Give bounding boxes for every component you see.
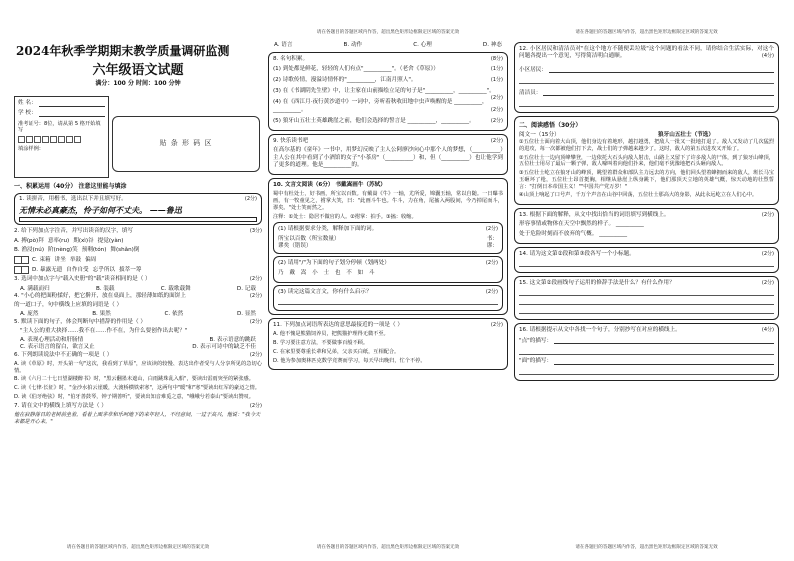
q15-answer[interactable] — [519, 289, 774, 296]
q14-box: 14. 请为这文第②段和第③段各写一个小标题。 (2分) — [514, 247, 779, 273]
q5-options[interactable]: A. 表现心理活动和肝肠情 B. 表示语意的跳跃 — [20, 337, 256, 344]
q16-surface-answer-2[interactable] — [519, 368, 774, 375]
school-field[interactable] — [39, 111, 105, 117]
q13-item[interactable]: 处于危险时刻而不放弃的气概。 __________ — [519, 230, 628, 237]
q1-writing-box[interactable] — [19, 217, 257, 222]
q10-box — [268, 178, 508, 315]
column-left — [14, 44, 262, 543]
q11-box: 11. 下列加点词语所表达的意思最接近的一项是（ ） (2分) A. 他不愧是熊猫饲养员，把熊猫护理得无微不至。 B. 学习要注意方法，不要做事百般不顾。 C. 在家里要尊重长辈和兄弟，父亲买白纸，互相配合。 D. 他为参加奥林匹克数学竞赛而学习，每天早出晚归，忙个不停。 — [268, 318, 508, 370]
q6-option-c[interactable]: C. 读《七律·长征》时，"金沙水拍云崖暖，大渡桥横铁索寒"，这两句中"暖"和"寒"要读出红军的豪迈之情。 — [14, 385, 260, 392]
footer-note: 请在各题目的答题区域内作答，超出黑色矩形边框限定区域的答案无效 — [575, 545, 718, 551]
q16-box: 16. 请根据提示从文中各找一个句子，分别抄写在对应的横线上。 (4分) "点"的描写： "面"的描写： — [514, 323, 779, 381]
q13-text: 13. 根据下面的解释，从文中找出恰当的词语填写到横线上。 — [519, 212, 670, 219]
q12-box: 12. 小区居民和清洁员对"在这个地方不随便丢垃圾"这个问题的看法不同，请你结合生活实际，对这个问题各提出一个意见，写得简洁明白通顺。 (4分) 小区居民： 清洁员： — [514, 42, 779, 113]
q2-row[interactable]: D. 暴露无遗 自作自受 忘乎所以 拔萃一筹 — [14, 266, 262, 274]
q7-options[interactable]: A. 语言 B. 动作 C. 心理 D. 神态 — [274, 42, 502, 48]
q1-text: 1. 读拼音，用楷书，选出以下并且填写好。 — [19, 195, 127, 202]
q9-text: 9. 快乐读书吧 — [273, 138, 309, 145]
q15-box: 15. 这文第②段画线句子运用的修辞手法是什么？有什么作用？ (2分) — [514, 276, 779, 320]
fill-example: 填涂样例： — [18, 146, 44, 153]
q6-text: 6. 下列朗读说法中不正确的一项是（ ） — [14, 351, 113, 358]
examno-label: 准考证号：8位，请从第 5 格开始填写 — [18, 120, 101, 134]
q5-text: 5. 默读下面的句子，体会判断句中措辞的作用是（ ） — [14, 318, 146, 325]
column-middle — [268, 42, 508, 543]
q10-title: 10. 文言文阅读（6分） 书戴嵩画牛（苏轼） — [273, 182, 386, 189]
q14-answer[interactable] — [519, 260, 774, 267]
name-field[interactable] — [39, 101, 105, 107]
q1-score: (2分) — [244, 195, 257, 202]
q8-item[interactable]: (4) 在《西江月·夜行黄沙道中》一词中，旁听着秋收田地中虫声唤醒的是 __________，__________。 — [273, 99, 488, 113]
part2-box — [514, 116, 779, 205]
q16-point-answer[interactable] — [554, 338, 774, 344]
header-note: 请在各题目的答题区域内作答，超出黑色矩形边框限定区域的答案无效 — [316, 30, 460, 35]
q6-option-a[interactable]: A. 读《草原》时，开头第一句"这次，我看到了草原"，应该读的较慢、表达出作者受与人分享所见的急切心情。 — [14, 360, 262, 374]
part2-heading: 二、阅读感悟（30分） — [519, 122, 582, 130]
q8-item[interactable]: (2) 诗歌传情，漫溢诗情怀的"__________，江南月照人"。 — [273, 76, 417, 83]
q8-text: 8. 名句积累。 — [273, 56, 309, 63]
school-label: 学 校： — [18, 110, 37, 117]
exam-title-line1: 2024年秋季学期期末教学质量调研监测 — [16, 44, 230, 58]
q10-note: 注释：①处士：隐居不做官的人。②拊掌：拍手。③搐：收缩。 — [273, 213, 417, 220]
q13-item[interactable]: 形容事情或物体在天空中飘然的样子。 __________ — [519, 221, 644, 228]
exam-title-line2: 六年级语文试题 — [92, 62, 184, 78]
q3-options[interactable]: A. 满载而归 B. 装载 C. 载歌载舞 D. 记载 — [20, 285, 256, 292]
q8-box: 8. 名句积累。 (8分) (1) 到处都是鲜花，轻轻的人们有点"__________"。（老舍《草原》） (1分) (2) 诗歌传情，漫溢诗情怀的"__________，江南月照人"。 (1分) (3) 在《书湖阴先生壁》中，让主家在山前描绘立足的句子是"__________，__________"。 (2分) (4) 在《西江月·夜行黄沙道中》一词中，旁听着秋收田地中虫声唤醒的是 __________，__________。 (2分) (5) 狼牙山五壮士英雄跳崖之前，他们会选择的誓言是 __________，__________。 (2分) — [268, 52, 508, 131]
q4-line2: 的一道口子，句中横线上应填的词语是（ ） — [14, 302, 123, 309]
q8-item[interactable]: (5) 狼牙山五壮士英雄跳崖之前，他们会选择的誓言是 __________，__________。 — [273, 117, 475, 124]
text1-para: ①五位壮士面向着大山顶，他们身边有着地形，越打越勇，把敌人一批又一批地打退了。敌人又发动了几次猛烈的进攻，每一次都被他们打下去，战士们的子弹越来越少了。这时，敌人的第五次进攻又开始了。 — [519, 139, 774, 152]
q11-option-a[interactable]: A. 他不愧是熊猫饲养员，把熊猫护理得无微不至。 — [273, 331, 389, 338]
examno-grid[interactable] — [18, 136, 105, 143]
q12-cleaner-answer-2[interactable] — [519, 100, 774, 107]
text1-label: 阅文一（15分） — [519, 131, 560, 138]
q6-option-b[interactable]: B. 读《六月二十七日望湖楼醉书》时，"黑云翻墨未遮山，白雨跳珠乱入船"，要读出雷雨突至的紧张感。 — [14, 376, 254, 383]
footer-note: 请在各题目的答题区域内作答，超出黑色矩形边框限定区域的答案无效 — [66, 545, 210, 551]
q12-resident-label: 小区居民： — [519, 66, 547, 73]
q10-3-box: (3) 读完这篇文言文，你有什么启示？ (2分) — [273, 285, 503, 311]
exam-meta: 满分：100 分 时间：100 分钟 — [95, 80, 181, 88]
text1-para: ④山顶上响起了口号声，千万个声音在山谷中回荡，五位壮士那高大的身影，从此永远屹立在人们心中。 — [519, 192, 758, 199]
q15-answer[interactable] — [519, 298, 774, 305]
q16-surface-label: "面"的描写： — [519, 357, 553, 364]
q10-1-words[interactable]: 谬矣（错误） 谬： — [278, 242, 498, 249]
q5-options[interactable]: C. 表示语言的留白，欲言又止 D. 表示可诗中的缺乏不佳 — [20, 344, 256, 351]
q10-2-box: (2) 请用"/"为下面的句子划分停顿（划两处） (2分) 乃 戴 嵩 小 士 也 不 如 斗 — [273, 256, 503, 283]
text1-title: 狼牙山五壮士（节选） — [658, 131, 714, 138]
q16-point-answer-2[interactable] — [519, 348, 774, 355]
q12-cleaner-label: 清洁员： — [519, 89, 542, 96]
q8-item[interactable]: (1) 到处都是鲜花，轻轻的人们有点"__________"。（老舍《草原》） — [273, 65, 439, 72]
part1-heading: 一、积累运用（40分） 注意这里能与填涂 — [14, 183, 127, 190]
q10-1-words[interactable]: 所宝以百数（所宝数量） 书： — [278, 235, 498, 242]
q2-text: 2. 给下列加点字注音，并写出读音的汉字，填写 — [14, 228, 133, 235]
q10-1-box: (1) 请根据要求分类，解释加下面的词。 (2分) 所宝以百数（所宝数量） 书： 谬矣（错误） 谬： — [273, 222, 503, 254]
q9-passage[interactable]: 在高尔基的《童年》一书中，用梦幻反映了主人公阿廖沙向心中那个人的梦想，（__________）主人公在其中看到了小酒馆的女子"小茶房"（__________）和，但（__________）也让他学到了更多的道理。他是__________的。 — [273, 147, 503, 168]
q9-box: 9. 快乐读书吧 (2分) 在高尔基的《童年》一书中，用梦幻反映了主人公阿廖沙向心中那个人的梦想，（__________）主人公在其中看到了小酒馆的女子"小茶房"（__________）和，但（__________）也让他学到了更多的道理。他是__________的。 — [268, 134, 508, 175]
barcode-area: 贴 条 形 码 区 — [112, 116, 260, 172]
q2-row[interactable]: A. 搏(pò)拜 意率(ru) 期(xì)谷 提觉(yàn) — [14, 237, 124, 244]
student-info-box — [14, 96, 109, 178]
q5-quote: "主人公的重大抉择……我不在……作不在，为什么要创作出去呢？" — [20, 327, 188, 334]
q10-3-answer[interactable] — [278, 298, 498, 305]
q11-option-c[interactable]: C. 在家里要尊重长辈和兄弟，父亲买白纸，互相配合。 — [273, 348, 400, 355]
text1-para: ③五位壮士屹立在狼牙山的峰顶，眺望着群众和部队主力远去的方向，他们回头望着蜂拥而来的敌人，班长马宝玉砸坏了枪，五位壮士昂首挺胸，相继从悬崖上纵身跳下，他们那顶天立地的英雄气概，惊天动地的壮烈誓言："打倒日本帝国主义！""中国共产党万岁！" — [519, 170, 774, 190]
q7-text: 7. 请在文中的横线上填写方法是（ ） — [14, 402, 107, 409]
q2-row[interactable]: C. 束箱 讲坐 举鼓 偏周 — [14, 256, 262, 264]
q1-box — [14, 193, 262, 226]
part1-section: 一、积累运用（40分） 注意这里能与填涂 1. 读拼音，用楷书，选出以下并且填写好。 (2分) 无情未必真豪杰，怜子如何不丈夫。 ——鲁迅 2. 给下列加点字注音，并写出读音的汉字，填写 (3分) A. 搏(pò)拜 意率(ru) 期(xì)谷 提觉(yàn) B. 渔浸(nú) 阶(nèng)笑 预剩(tón) 舞(shǎn)倒 C. 束箱 讲坐 举鼓 偏周 D. 暴露无遗 自作自受 忘乎所以 拔萃一筹 3. 选词中加点字与"载入史册"的"载"读音相同的是（ ） (2分) A. 满载而归 B. 装载 C. 载歌载舞 D. 记载 4. "小心的把面粉揉好，把它擀开，放在桌面上，那轻薄如纸的面饼上 (2分) 的一道口子，句中横线上应填的词语是（ ） A. 庞然 B. 果然 C. 依然 D. 显然 5. 默读下面的句子，体会判断句中措辞的作用是（ ） (2分) "主人公的重大抉择……我不在……作不在，为什么要创作出去呢？" A. 表现心理活动和肝肠情 B. 表示语意的跳跃 C. 表示语言的留白，欲言又止 D. 表示可诗中的缺乏不佳 6. 下列朗读说法中不正确的一项是（ ） (2分) A. 读《草原》时，开头第一句"这次，我看到了草原"，应该读的较慢、表达出作者受与人分享所见的急切心情。 B. 读《六月二十七日望湖楼醉书》时，"黑云翻墨未遮山，白雨跳珠乱入船"，要读出雷雨突至的紧张感。 C. 读《七律·长征》时，"金沙水拍云崖暖，大渡桥横铁索寒"，这两句中"暖"和"寒"要读出红军的豪迈之情。 D. 读《伯牙绝弦》时，"伯牙善鼓琴，钟子期善听"，要读出知音难觅之意，"峨峨兮若泰山"要读出赞叹。 7. 请在文中的横线上填写方法是（ ） (2分) 他在寂静落日的老树前坐着，看着上面茅草和乐呵地下的来年轻人，不经意间，一过于高兴，他说："我今天来都是开心来。" — [14, 183, 262, 425]
q11-option-d[interactable]: D. 他为参加奥林匹克数学竞赛而学习，每天早出晚归，忙个不停。 — [273, 357, 426, 364]
q16-point-label: "点"的描写： — [519, 337, 553, 344]
q15-answer[interactable] — [519, 307, 774, 314]
q12-text: 12. 小区居民和清洁员对"在这个地方不随便丢垃圾"这个问题的看法不同，请你结合生活实际，对这个问题各提出一个意见，写得简洁明白通顺。 — [519, 46, 774, 60]
q11-option-b[interactable]: B. 学习要注意方法，不要做事百般不顾。 — [273, 340, 369, 347]
q12-resident-answer[interactable] — [549, 67, 774, 73]
q12-resident-answer-2[interactable] — [519, 77, 774, 84]
column-right — [514, 42, 779, 543]
q11-text: 11. 下列加点词语所表达的意思最接近的一项是（ ） — [273, 322, 403, 329]
footer-note: 请在各题目的答题区域内作答，超出黑色矩形边框限定区域的答案无效 — [316, 545, 460, 551]
q16-text: 16. 请根据提示从文中各找一个句子，分别抄写在对应的横线上。 — [519, 327, 681, 334]
q12-cleaner-answer[interactable] — [543, 90, 774, 96]
q2-score: (3分) — [249, 228, 262, 235]
q15-text: 15. 这文第②段画线句子运用的修辞手法是什么？有什么作用？ — [519, 280, 675, 287]
q10-2-sentence[interactable]: 乃 戴 嵩 小 士 也 不 如 斗 — [278, 269, 377, 276]
q16-surface-answer[interactable] — [554, 359, 774, 365]
q10-passage: 蜀中有杜处士，好书画，所宝以百数。有戴嵩《牛》一轴，尤所爱，锦囊玉轴，常以自随。一日曝书画，有一牧童见之，拊掌大笑，曰："此画斗牛也。牛斗，力在角，尾搐入两股间，今乃掉尾而斗，谬矣。"处士笑而然之。 — [273, 191, 503, 211]
q13-box: 13. 根据下面的解释，从文中找出恰当的词语填写到横线上。 (2分) 形容事情或物体在天空中飘然的样子。 __________ 处于危险时刻而不放弃的气概。 __________ — [514, 208, 779, 244]
q7-passage: 他在寂静落日的老树前坐着，看着上面茅草和乐呵地下的来年轻人，不经意间，一过于高兴，他说："我今天来都是开心来。" — [14, 411, 261, 425]
header-note: 请在各题目的答题区域内作答，超出黑色矩形边框限定区域的答案无效 — [575, 30, 718, 35]
q2-row[interactable]: B. 渔浸(nú) 阶(nèng)笑 预剩(tón) 舞(shǎn)倒 — [14, 246, 140, 253]
q6-option-d[interactable]: D. 读《伯牙绝弦》时，"伯牙善鼓琴，钟子期善听"，要读出知音难觅之意，"峨峨兮若泰山"要读出赞叹。 — [14, 393, 254, 400]
q1-handwriting: 无情未必真豪杰，怜子如何不丈夫。 ——鲁迅 — [19, 205, 182, 216]
q4-options[interactable]: A. 庞然 B. 果然 C. 依然 D. 显然 — [20, 311, 256, 318]
q14-text: 14. 请为这文第②段和第③段各写一个小标题。 — [519, 250, 635, 257]
text1-para: ②五位壮士一边向顶峰攀登，一边依托大石头向敌人射击，山路上又留下了许多敌人的尸体，到了狼牙山峰顶，五位壮士用尽了最后一颗子弹，敌人嚎叫着向他们扑来，他们毫不犹豫地把石头砸向敌人。 — [519, 154, 774, 168]
name-label: 姓 名： — [18, 100, 37, 106]
q4-text: 4. "小心的把面粉揉好，把它擀开，放在桌面上，那轻薄如纸的面饼上 — [14, 292, 186, 299]
q3-text: 3. 选词中加点字与"载入史册"的"载"读音相同的是（ ） — [14, 276, 151, 283]
q8-item[interactable]: (3) 在《书湖阴先生壁》中，让主家在山前描绘立足的句子是"__________，__________"。 — [273, 88, 495, 95]
